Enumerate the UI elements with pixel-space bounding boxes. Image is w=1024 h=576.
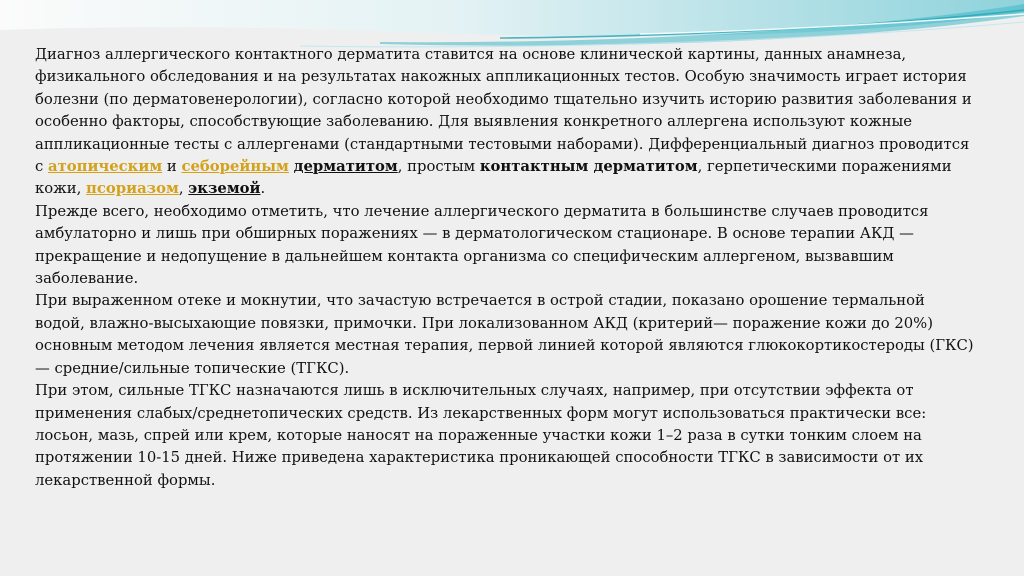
text-herpetic: , герпетическими поражениями кожи, [35,158,952,198]
text-and: и [162,158,182,176]
diagnosis-text: Диагноз аллергического контактного дерматита ставится на основе клинической картины, данных анамнеза, физикального обследования и на результатах накожных аппликационных тестов. Особую значимость играет история болезни (по дерматовенерологии), согласно которой необходимо тщательно изучить историю развития заболевания и особенно факторы, способствующие заболеванию. Для выявления конкретного аллергена используют кожные аппликационные тесты с аллергенами (стандартными тестовыми наборами). Дифференциальный диагноз проводится с [35,46,972,176]
link-dermatitis[interactable]: дерматитом [293,158,398,176]
paragraph-diagnosis [35,44,975,201]
text-comma: , [178,180,189,198]
link-atopic-dermatitis[interactable]: атопическим [48,158,163,176]
paragraph-edema: При выраженном отеке и мокнутии, что зачастую встречается в острой стадии, показано орошение термальной водой, влажно-высыхающие повязки, примочки. При локализованном АКД (критерий— поражение кожи до 20%) основным методом лечения является местная терапия, первой линией которой являются глюкокортикостероды (ГКС) — средние/сильные топические (ТГКС). [35,292,974,377]
link-eczema[interactable]: экземой [188,180,261,198]
body-text [35,44,975,492]
paragraph-treatment: Прежде всего, необходимо отметить, что лечение аллергического дерматита в большинстве случаев проводится амбулаторно и лишь при обширных поражениях — в дерматологическом стационаре. В основе терапии АКД — прекращение и недопущение в дальнейшем контакта организма со специфическим аллергеном, вызвавшим заболевание. [35,202,929,288]
bold-contact-dermatitis: контактным дерматитом [479,158,698,176]
link-seborrheic[interactable]: себорейным [181,158,289,176]
link-psoriasis[interactable]: псориазом [86,180,179,198]
text-period: . [260,180,266,198]
paragraph-strong-tgks: При этом, сильные ТГКС назначаются лишь в исключительных случаях, например, при отсутствии эффекта от применения слабых/среднетопических средств. Из лекарственных форм могут использоваться практически все: лосьон, мазь, спрей или крем, которые наносят на пораженные участки кожи 1–2 раза в сутки тонким слоем на протяжении 10-15 дней. Ниже приведена характеристика проникающей способности ТГКС в зависимости от их лекарственной формы. [35,382,927,489]
text-simple: , простым [397,158,480,176]
